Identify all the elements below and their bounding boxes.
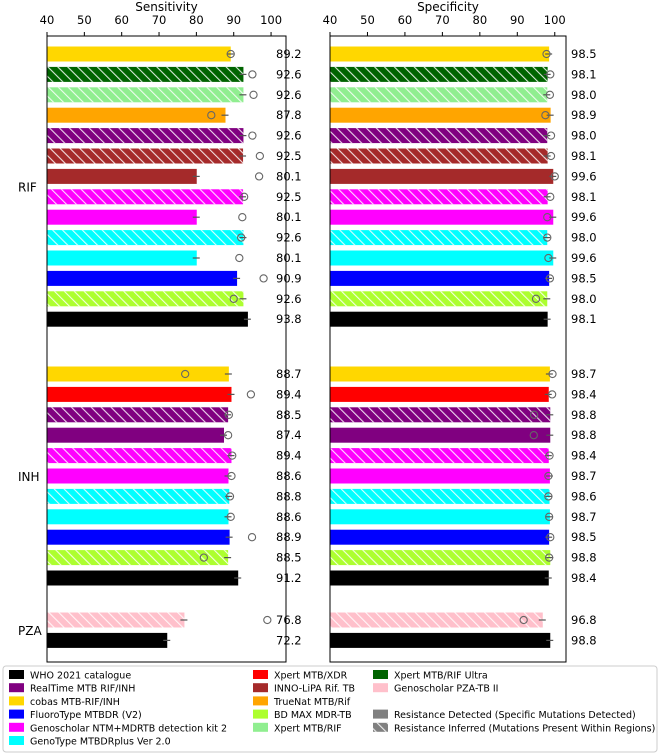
value-label-spec: 98.8 [571,428,597,443]
bar-sens [47,251,197,266]
tick-label-spec: 50 [360,13,375,27]
tick-label-spec: 80 [472,13,488,27]
bar-sens [47,469,228,484]
tick-label-sens: 100 [260,13,283,27]
bar-spec [330,469,550,484]
marker-point-sens [236,254,243,261]
legend-label: WHO 2021 catalogue [30,670,132,682]
bar-spec [330,530,549,545]
axis-title-sens: Sensitivity [135,0,198,14]
bar-sens [47,47,231,62]
legend-label: TrueNat MTB/Rif [274,696,351,708]
legend-label: cobas MTB-RIF/INH [30,696,120,708]
bar-spec [330,108,551,123]
bar-sens [47,530,230,545]
marker-point-sens [250,91,257,98]
tick-label-spec: 90 [509,13,525,27]
value-label-spec: 98.8 [571,633,597,648]
legend-swatch [253,670,268,679]
value-label-sens: 92.6 [276,291,302,306]
bar-sens [47,169,197,184]
marker-point-sens [256,173,263,180]
value-label-sens: 90.9 [276,271,302,286]
bar-sens [47,271,237,286]
value-label-spec: 98.7 [571,509,597,524]
legend-label: BD MAX MDR-TB [274,710,352,722]
marker-point-sens [260,275,267,282]
bar-sens [47,571,238,586]
legend-swatch [373,670,388,679]
bar-spec [330,312,548,327]
tick-label-sens: 60 [114,13,130,27]
value-label-spec: 98.0 [571,230,597,245]
legend-swatch [9,683,24,692]
bar-hatch-spec [330,448,549,463]
bar-spec [330,47,549,62]
legend-swatch [253,696,268,705]
bar-hatch-spec [330,87,547,102]
value-label-sens: 92.6 [276,87,302,102]
bar-hatch-sens [47,189,243,204]
value-label-sens: 93.8 [276,312,302,327]
legend-swatch [9,736,24,745]
bar-sens [47,633,167,648]
value-label-sens: 88.9 [276,530,302,545]
group-label: INH [18,470,40,484]
bar-hatch-spec [330,291,547,306]
bar-spec [330,571,549,586]
value-label-sens: 88.5 [276,550,302,565]
value-label-spec: 98.1 [571,149,597,163]
bar-sens [47,509,228,524]
value-label-spec: 98.1 [571,312,597,327]
value-label-spec: 98.4 [571,387,597,402]
value-label-spec: 98.5 [571,271,597,286]
bar-sens [47,108,226,123]
bar-hatch-spec [330,407,550,422]
bar-hatch-sens [47,67,243,82]
value-label-spec: 98.9 [571,108,597,123]
value-label-spec: 99.6 [571,210,597,225]
value-label-spec: 98.7 [571,367,597,381]
value-label-sens: 72.2 [276,633,302,648]
value-label-spec: 98.7 [571,469,597,483]
value-label-sens: 87.8 [276,108,302,123]
marker-point-sens [248,534,255,541]
value-label-sens: 89.2 [276,47,302,61]
bar-hatch-sens [47,407,228,422]
value-label-spec: 96.8 [571,613,597,627]
bar-sens [47,367,229,382]
legend-swatch [253,723,268,732]
bar-hatch-sens [47,448,231,463]
marker-point-sens [256,152,263,159]
bar-spec [330,367,550,382]
value-label-sens: 92.6 [276,128,302,143]
value-label-sens: 88.6 [276,509,302,524]
group-label: PZA [18,624,42,639]
value-label-spec: 98.8 [571,550,597,565]
bar-spec [330,251,553,266]
bar-hatch-spec [330,128,547,143]
value-label-spec: 98.4 [571,571,597,585]
value-label-sens: 88.8 [276,489,302,504]
legend-swatch-pattern [373,710,388,719]
legend-swatch [253,710,268,719]
value-label-sens: 87.4 [276,428,302,443]
bar-sens [47,312,248,327]
bar-layer [47,47,597,648]
legend-swatch [253,683,268,692]
legend-label: Xpert MTB/RIF Ultra [394,670,488,682]
value-label-spec: 98.5 [571,530,597,545]
value-label-spec: 98.1 [571,189,597,204]
tick-label-spec: 100 [543,13,566,27]
bar-hatch-sens [47,230,243,245]
tick-label-sens: 70 [151,13,167,27]
bar-spec [330,633,550,648]
legend-swatch [9,696,24,705]
bar-hatch-sens [47,291,243,306]
value-label-sens: 92.5 [276,149,302,163]
legend-swatch [9,670,24,679]
value-label-spec: 98.0 [571,291,597,306]
value-label-sens: 89.4 [276,387,302,402]
axis-title-spec: Specificity [417,0,479,14]
bar-spec [330,169,553,184]
legend [3,666,657,752]
bar-hatch-sens [47,489,229,504]
value-label-sens: 80.1 [276,169,302,184]
legend-label: Genoscholar NTM+MDRTB detection kit 2 [30,723,228,735]
bar-spec [330,428,550,443]
marker-point-sens [249,71,256,78]
marker-point-sens [247,391,254,398]
marker-point-sens [249,132,256,139]
marker-point-sens [264,616,271,623]
bar-spec [330,210,553,225]
value-label-sens: 88.6 [276,469,302,483]
value-label-sens: 92.6 [276,230,302,245]
tick-label-sens: 80 [189,13,204,27]
bar-hatch-sens [47,87,243,102]
value-label-sens: 88.7 [276,367,302,381]
value-label-sens: 80.1 [276,251,302,265]
value-label-spec: 98.1 [571,67,597,82]
legend-label: INNO-LiPA Rif. TB [274,683,356,695]
marker-point-sens [239,214,246,221]
value-label-spec: 98.8 [571,407,597,422]
bar-spec [330,271,549,286]
value-label-sens: 91.2 [276,571,302,585]
tick-label-spec: 70 [435,13,450,27]
bar-hatch-sens [47,550,228,565]
value-label-sens: 76.8 [276,613,302,627]
bar-hatch-spec [330,489,550,504]
group-label: RIF [18,180,37,195]
value-label-sens: 89.4 [276,448,302,463]
value-label-spec: 98.4 [571,448,597,463]
value-label-spec: 99.6 [571,169,597,184]
tick-label-sens: 40 [39,13,55,27]
legend-swatch-hatch [373,723,388,732]
bar-sens [47,387,231,402]
legend-swatch [9,710,24,719]
bar-spec [330,509,550,524]
tick-label-sens: 50 [77,13,92,27]
bar-sens [47,210,197,225]
bar-hatch-spec [330,189,548,204]
value-label-spec: 98.0 [571,87,597,102]
bar-hatch-spec [330,67,548,82]
legend-swatch [373,683,388,692]
legend-label: Xpert MTB/XDR [274,670,348,682]
tick-label-spec: 40 [322,13,338,27]
value-label-spec: 98.0 [571,128,597,143]
legend-label: Genoscholar PZA-TB II [394,683,499,695]
value-label-sens: 92.5 [276,189,302,204]
tick-label-sens: 90 [226,13,242,27]
bar-hatch-spec [330,230,547,245]
legend-label: RealTime MTB RIF/INH [30,683,136,695]
bar-hatch-sens [47,128,243,143]
legend-swatch [9,723,24,732]
bar-sens [47,428,224,443]
value-label-spec: 99.6 [571,251,597,265]
bar-hatch-spec [330,613,543,628]
legend-label: FluoroType MTBDR (V2) [30,710,142,722]
bar-spec [330,387,549,402]
value-label-sens: 92.6 [276,67,302,82]
legend-label: GenoType MTBDRplus Ver 2.0 [30,736,171,748]
bar-hatch-spec [330,550,550,565]
legend-label: Resistance Inferred (Mutations Present Within Regions) [394,723,656,735]
value-label-sens: 80.1 [276,210,302,225]
value-label-spec: 98.5 [571,47,597,61]
tick-label-spec: 60 [397,13,413,27]
value-label-spec: 98.6 [571,489,597,504]
value-label-sens: 88.5 [276,407,302,422]
bar-hatch-sens [47,613,184,628]
bar-hatch-sens [47,149,243,164]
legend-label: Resistance Detected (Specific Mutations Detected) [394,710,636,722]
legend-label: Xpert MTB/RIF [274,723,342,735]
bar-hatch-spec [330,149,548,164]
